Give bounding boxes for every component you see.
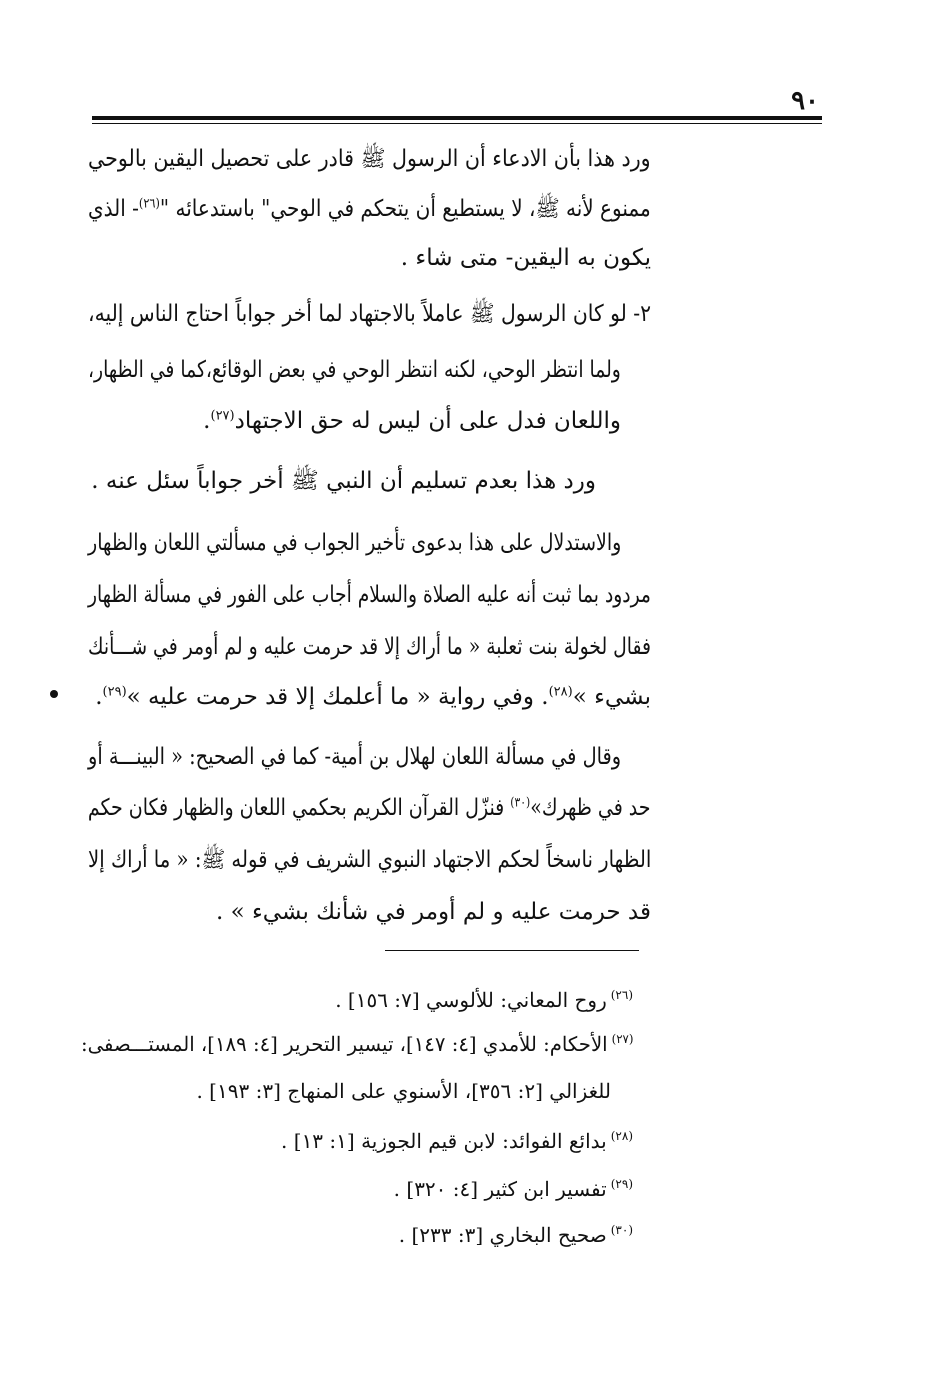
page-number: ٩٠ [791,86,819,116]
body-line-8: والاستدلال على هذا بدعوى تأخير الجواب في مسألتي اللعان والظهار [87,530,621,556]
scan-speck [50,690,58,698]
body-line-7: ورد هذا بعدم تسليم أن النبي ﷺ أخر جواباً سئل عنه . [91,468,596,494]
body-line-6: واللعان فدل على أن ليس له حق الاجتهاد$^{(٢٧)}$. [203,408,621,434]
body-line-3: يكون به اليقين- متى شاء . [400,245,651,271]
body-line-9: مردود بما ثبت أنه عليه الصلاة والسلام أجاب على الفور في مسألة الظهار [88,582,651,608]
body-line-14: الظهار ناسخاً لحكم الاجتهاد النبوي الشريف في قوله ﷺ: « ما أراك إلا [87,847,651,873]
body-line-10: فقال لخولة بنت ثعلبة « ما أراك إلا قد حرمت عليه و لم أومر في شـــأنك [87,634,651,660]
body-line-13: حد في ظهرك»$^{(٣٠)}$ فنزّل القرآن الكريم بحكمي اللعان والظهار فكان حكم [88,795,651,821]
header-rule-thin [92,123,822,124]
body-line-15: قد حرمت عليه و لم أومر في شأنك بشيء » . [215,899,651,925]
footnote-separator [385,950,639,951]
body-line-2: ممنوع لأنه ﷺ، لا يستطيع أن يتحكم في الوحي" باستدعائه "$^{(٢٦)}$- الذي [88,196,651,222]
body-line-12: وقال في مسألة اللعان لهلال بن أمية- كما في الصحيح: « البينـــة أو [87,744,621,770]
footnote-27-cont: للغزالي [٢: ٣٥٦]، الأسنوي على المنهاج [٣: ١٩٣] . [196,1079,611,1103]
body-line-11: بشيء »$^{(٢٨)}$. وفي رواية « ما أعلمك إلا قد حرمت عليه »$^{(٢٩)}$. [95,684,651,710]
body-line-4: ٢- لو كان الرسول ﷺ عاملاً بالاجتهاد لما أخر جواباً احتاج الناس إليه، [87,301,651,327]
footnote-27: $^{(٢٧)}$الأحكام: للأمدي [٤: ١٤٧]، تيسير التحرير [٤: ١٨٩]، المستـــصفى: [80,1032,633,1056]
footnote-30: $^{(٣٠)}$صحيح البخاري [٣: ٢٣٣] . [398,1223,633,1247]
footnote-29: $^{(٢٩)}$تفسير ابن كثير [٤: ٣٢٠] . [393,1177,633,1201]
body-line-1: ورد هذا بأن الادعاء أن الرسول ﷺ قادر على تحصيل اليقين بالوحي [88,146,651,172]
footnote-26: $^{(٢٦)}$روح المعاني: للألوسي [٧: ١٥٦] . [335,988,633,1012]
header-rule [92,116,822,120]
body-line-5: ولما انتظر الوحي، لكنه انتظر الوحي في بعض الوقائع،كما في الظهار، [88,357,621,383]
footnote-28: $^{(٢٨)}$بدائع الفوائد: لابن قيم الجوزية [١: ١٣] . [281,1129,633,1153]
